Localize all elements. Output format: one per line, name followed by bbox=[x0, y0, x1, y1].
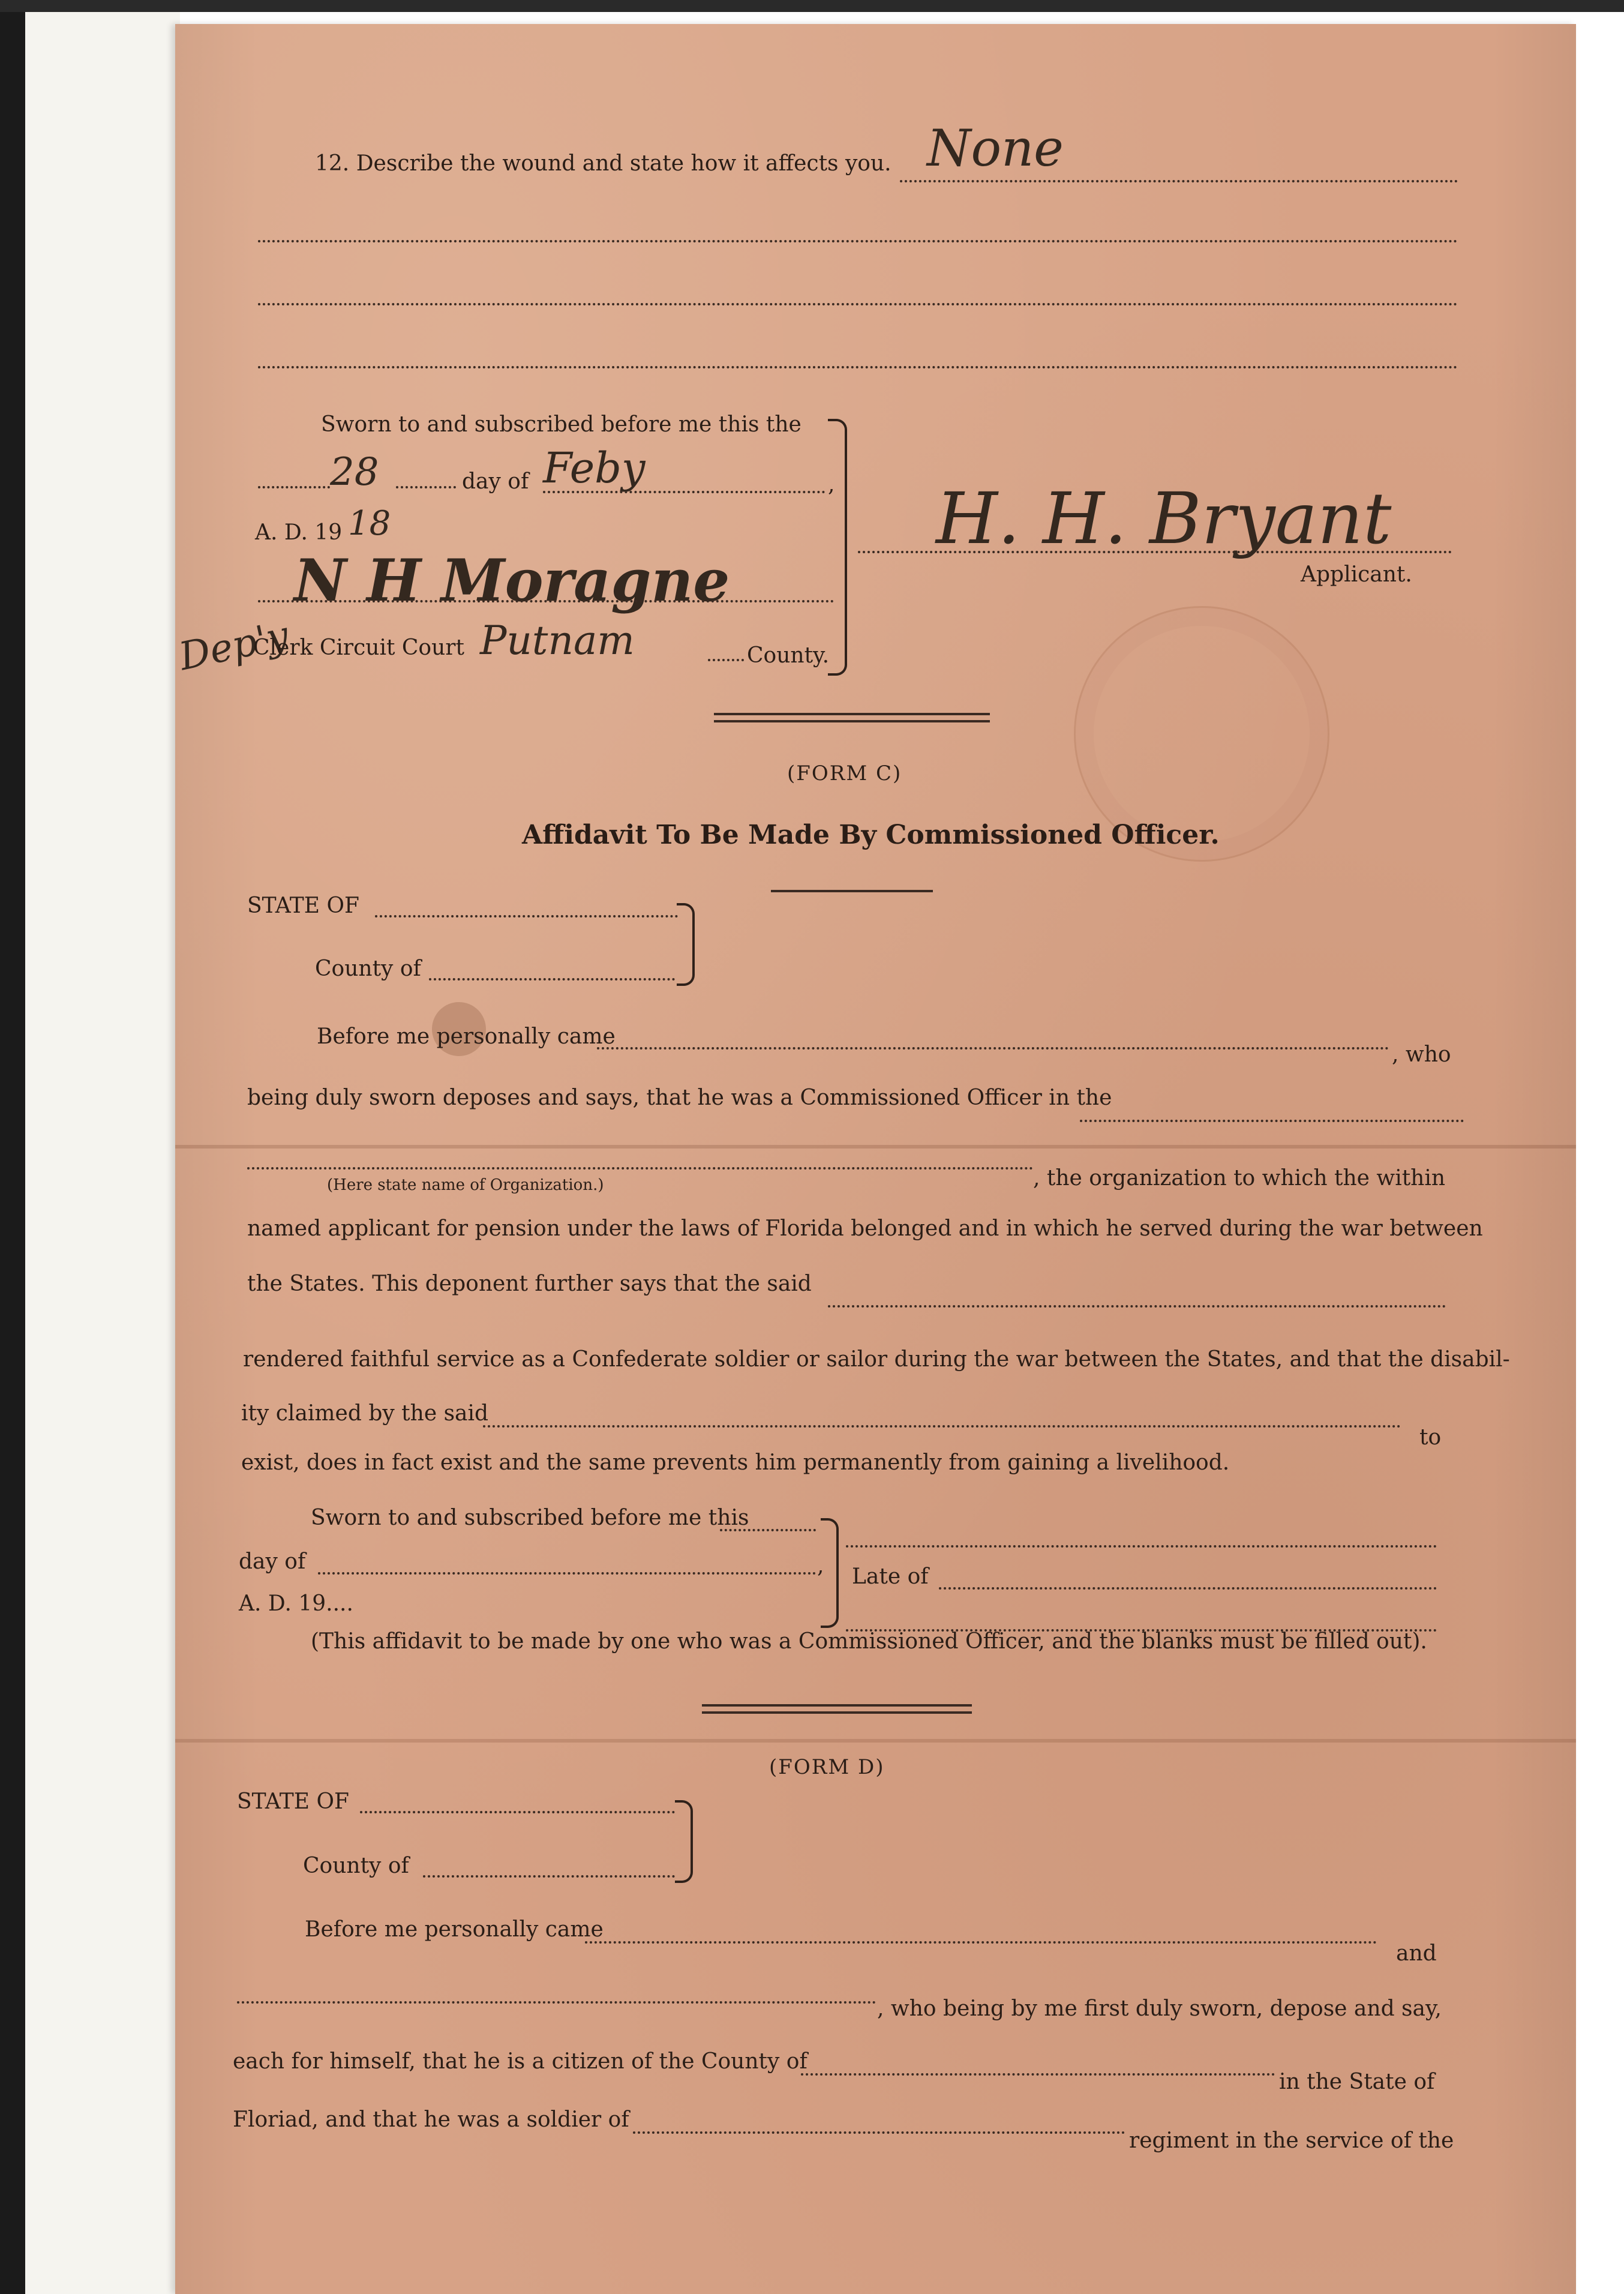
form-d-p4-start: Floriad, and that he was a soldier of bbox=[233, 2107, 629, 2132]
form-c-officer-signature-blank bbox=[846, 1545, 1437, 1548]
county-blank bbox=[708, 659, 744, 661]
form-c-p7: exist, does in fact exist and the same prevents him permanently from gaining a livelihood. bbox=[241, 1450, 1230, 1475]
form-c-day-of: day of bbox=[239, 1549, 306, 1574]
form-c-late-of-blank bbox=[939, 1587, 1437, 1590]
form-d-p2-end: , who being by me first duly sworn, depose and say, bbox=[877, 1996, 1442, 2021]
clerk-circuit-court-label: Clerk Circuit Court bbox=[253, 635, 464, 660]
form-c-p2: being duly sworn deposes and says, that he was a Commissioned Officer in the bbox=[247, 1085, 1112, 1110]
form-d-state-of-label: STATE OF bbox=[237, 1789, 349, 1814]
county-value: Putnam bbox=[480, 617, 635, 664]
form-d-county-blank bbox=[423, 1875, 675, 1878]
form-c-county-of-label: County of bbox=[315, 956, 421, 981]
form-d-p4-end: regiment in the service of the bbox=[1129, 2128, 1454, 2153]
form-c-state-blank bbox=[375, 915, 678, 917]
scan-edge-left bbox=[0, 0, 25, 2294]
paper-fold bbox=[175, 1145, 1576, 1149]
form-c-p6-start: ity claimed by the said bbox=[241, 1401, 489, 1426]
deputy-mark: Dep'y bbox=[175, 613, 293, 680]
form-c-ad: A. D. 19.... bbox=[239, 1591, 353, 1616]
question-12-answer: None bbox=[927, 119, 1064, 178]
section-divider bbox=[702, 1711, 972, 1714]
jurat-year-value: 18 bbox=[348, 504, 391, 543]
form-c-organization-note: (Here state name of Organization.) bbox=[327, 1176, 604, 1194]
paper-fold bbox=[175, 1739, 1576, 1743]
question-12-label: 12. Describe the wound and state how it affects you. bbox=[315, 151, 891, 176]
official-signature: N H Moragne bbox=[294, 547, 730, 614]
form-c-sworn: Sworn to and subscribed before me this bbox=[311, 1506, 749, 1530]
form-c-label: (FORM C) bbox=[787, 761, 902, 785]
form-d-state-blank bbox=[360, 1811, 675, 1813]
form-d-venue-brace bbox=[675, 1800, 693, 1883]
form-d-p3-end: in the State of bbox=[1279, 2070, 1435, 2094]
form-d-regiment-blank bbox=[633, 2131, 1125, 2134]
form-c-organization-blank bbox=[1080, 1120, 1464, 1122]
form-c-p6-end: to bbox=[1419, 1425, 1442, 1450]
form-c-p5: rendered faithful service as a Confederate soldier or sailor during the war between the States, and that the disabil- bbox=[243, 1347, 1510, 1372]
pension-form-page bbox=[175, 24, 1576, 2294]
section-divider bbox=[714, 720, 990, 722]
jurat-day-of-label: day of bbox=[462, 469, 529, 494]
form-c-applicant-name-blank bbox=[828, 1305, 1446, 1308]
form-c-sworn-blank bbox=[720, 1529, 816, 1531]
form-c-p4: the States. This deponent further says that the said bbox=[247, 1272, 812, 1296]
form-c-organization-name-blank bbox=[247, 1167, 1033, 1170]
scan-edge-top bbox=[0, 0, 1624, 12]
county-suffix: County. bbox=[747, 643, 830, 668]
form-c-p1-start: Before me personally came bbox=[317, 1024, 616, 1049]
blank-line bbox=[258, 366, 1458, 368]
jurat-day-blank bbox=[396, 486, 456, 488]
question-12-answer-line bbox=[900, 180, 1458, 182]
form-c-day-blank bbox=[318, 1572, 816, 1575]
form-d-county-of-label: County of bbox=[303, 1854, 409, 1878]
form-c-note: (This affidavit to be made by one who was a Commissioned Officer, and the blanks must be filled out). bbox=[311, 1629, 1427, 1654]
jurat-ad-label: A. D. 19 bbox=[255, 520, 343, 545]
form-c-p1-end: , who bbox=[1392, 1042, 1451, 1067]
jurat-brace bbox=[828, 419, 847, 676]
scan-margin bbox=[25, 12, 180, 2294]
form-c-state-of-label: STATE OF bbox=[247, 893, 359, 918]
form-d-county-citizen-blank bbox=[801, 2073, 1275, 2076]
form-d-p1-start: Before me personally came bbox=[305, 1917, 604, 1942]
applicant-label: Applicant. bbox=[1301, 562, 1412, 587]
applicant-signature: H. H. Bryant bbox=[936, 477, 1392, 560]
form-c-disability-blank bbox=[483, 1425, 1401, 1428]
jurat-sworn-line: Sworn to and subscribed before me this the bbox=[321, 412, 802, 437]
form-c-p3: named applicant for pension under the laws of Florida belonged and in which he served during the war between bbox=[247, 1216, 1483, 1241]
form-d-label: (FORM D) bbox=[769, 1755, 885, 1779]
section-divider bbox=[702, 1704, 972, 1707]
form-d-p1-end: and bbox=[1396, 1941, 1437, 1966]
jurat-day-blank bbox=[258, 486, 330, 488]
jurat-month-blank bbox=[543, 491, 825, 493]
official-signature-line bbox=[258, 600, 834, 602]
jurat-comma: , bbox=[828, 472, 835, 497]
form-c-day-comma: , bbox=[817, 1554, 824, 1578]
jurat-month-value: Feby bbox=[543, 443, 646, 493]
form-c-county-blank bbox=[429, 978, 675, 980]
form-c-title: Affidavit To Be Made By Commissioned Officer. bbox=[522, 820, 1220, 850]
form-c-venue-brace bbox=[677, 903, 695, 986]
form-c-jurat-brace bbox=[821, 1518, 839, 1628]
form-c-applicant-blank bbox=[597, 1047, 1389, 1049]
section-divider bbox=[714, 713, 990, 715]
form-d-second-affiant-blank bbox=[237, 2001, 876, 2004]
form-d-first-affiant-blank bbox=[585, 1941, 1377, 1944]
form-d-p3-start: each for himself, that he is a citizen of the County of bbox=[233, 2049, 808, 2074]
form-c-organization-end: , the organization to which the within bbox=[1033, 1166, 1446, 1191]
blank-line bbox=[258, 303, 1458, 305]
blank-line bbox=[258, 240, 1458, 242]
jurat-day-value: 28 bbox=[330, 450, 379, 494]
form-c-late-of-label: Late of bbox=[852, 1564, 929, 1589]
title-underline bbox=[771, 890, 933, 892]
